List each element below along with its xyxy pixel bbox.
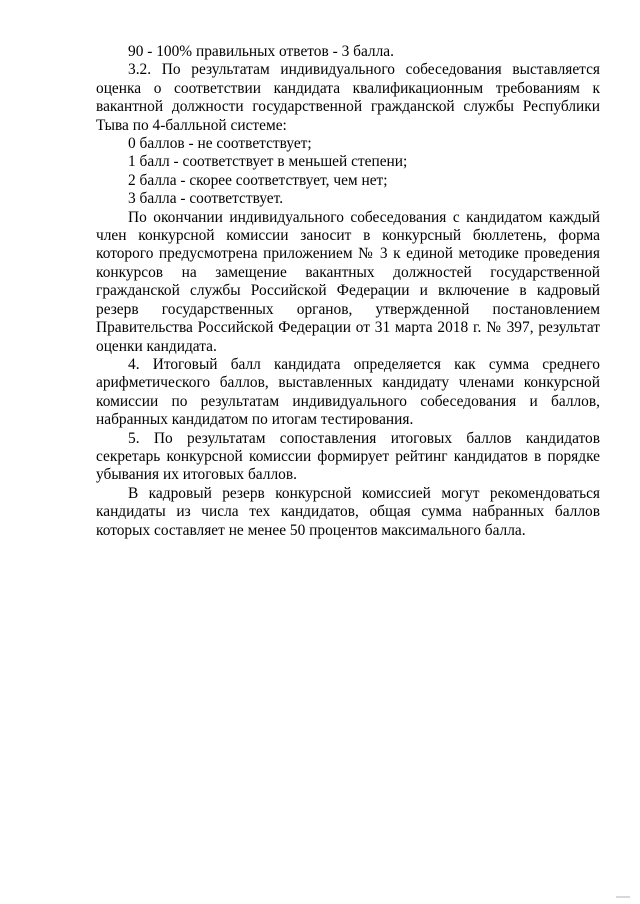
paragraph-5-rating: 5. По результатам сопоставления итоговых баллов кандидатов секретарь конкурсной комиссии формирует рейтинг кандидатов в порядке убывания их итоговых баллов. [96,429,600,484]
score-item-3: 3 балла - соответствует. [128,190,284,208]
paragraph-reserve-recommendation: В кадровый резерв конкурсной комиссией могут рекомендоваться кандидаты из числа тех кандидатов, общая сумма набранных баллов которых составляет не менее 50 процентов максимального балла. [96,484,600,539]
paragraph-ballot: По окончании индивидуального собеседования с кандидатом каждый член конкурсной комиссии заносит в конкурсный бюллетень, форма которого предусмотрена приложением № 3 к единой методике проведения конкурсов на замещение вакантных должностей государственной гражданской службы Российской Федерации и включение в кадровый резерв государственных органов, утвержденной постановлением Правительства Российской Федерации от 31 марта 2018 г. № 397, результат оценки кандидата. [96,208,600,355]
paragraph-4-final-score: 4. Итоговый балл кандидата определяется как сумма среднего арифметического баллов, выставленных кандидату членами конкурсной комиссии по результатам индивидуального собеседования и баллов, набранных кандидатом по итогам тестирования. [96,355,600,429]
score-item-0: 0 баллов - не соответствует; [128,135,312,153]
score-item-1: 1 балл - соответствует в меньшей степени; [128,153,408,171]
paragraph-3-2-interview-assessment: 3.2. По результатам индивидуального собеседования выставляется оценка о соответствии кандидата квалификационным требованиям к вакантной должности государственной гражданской службы Республики Тыва по 4-балльной системе: [96,61,600,134]
scan-artifact [616,896,630,898]
paragraph-score-90-100: 90 - 100% правильных ответов - 3 балла. [128,43,394,60]
document-body [96,43,600,540]
score-item-2: 2 балла - скорее соответствует, чем нет; [128,171,388,189]
